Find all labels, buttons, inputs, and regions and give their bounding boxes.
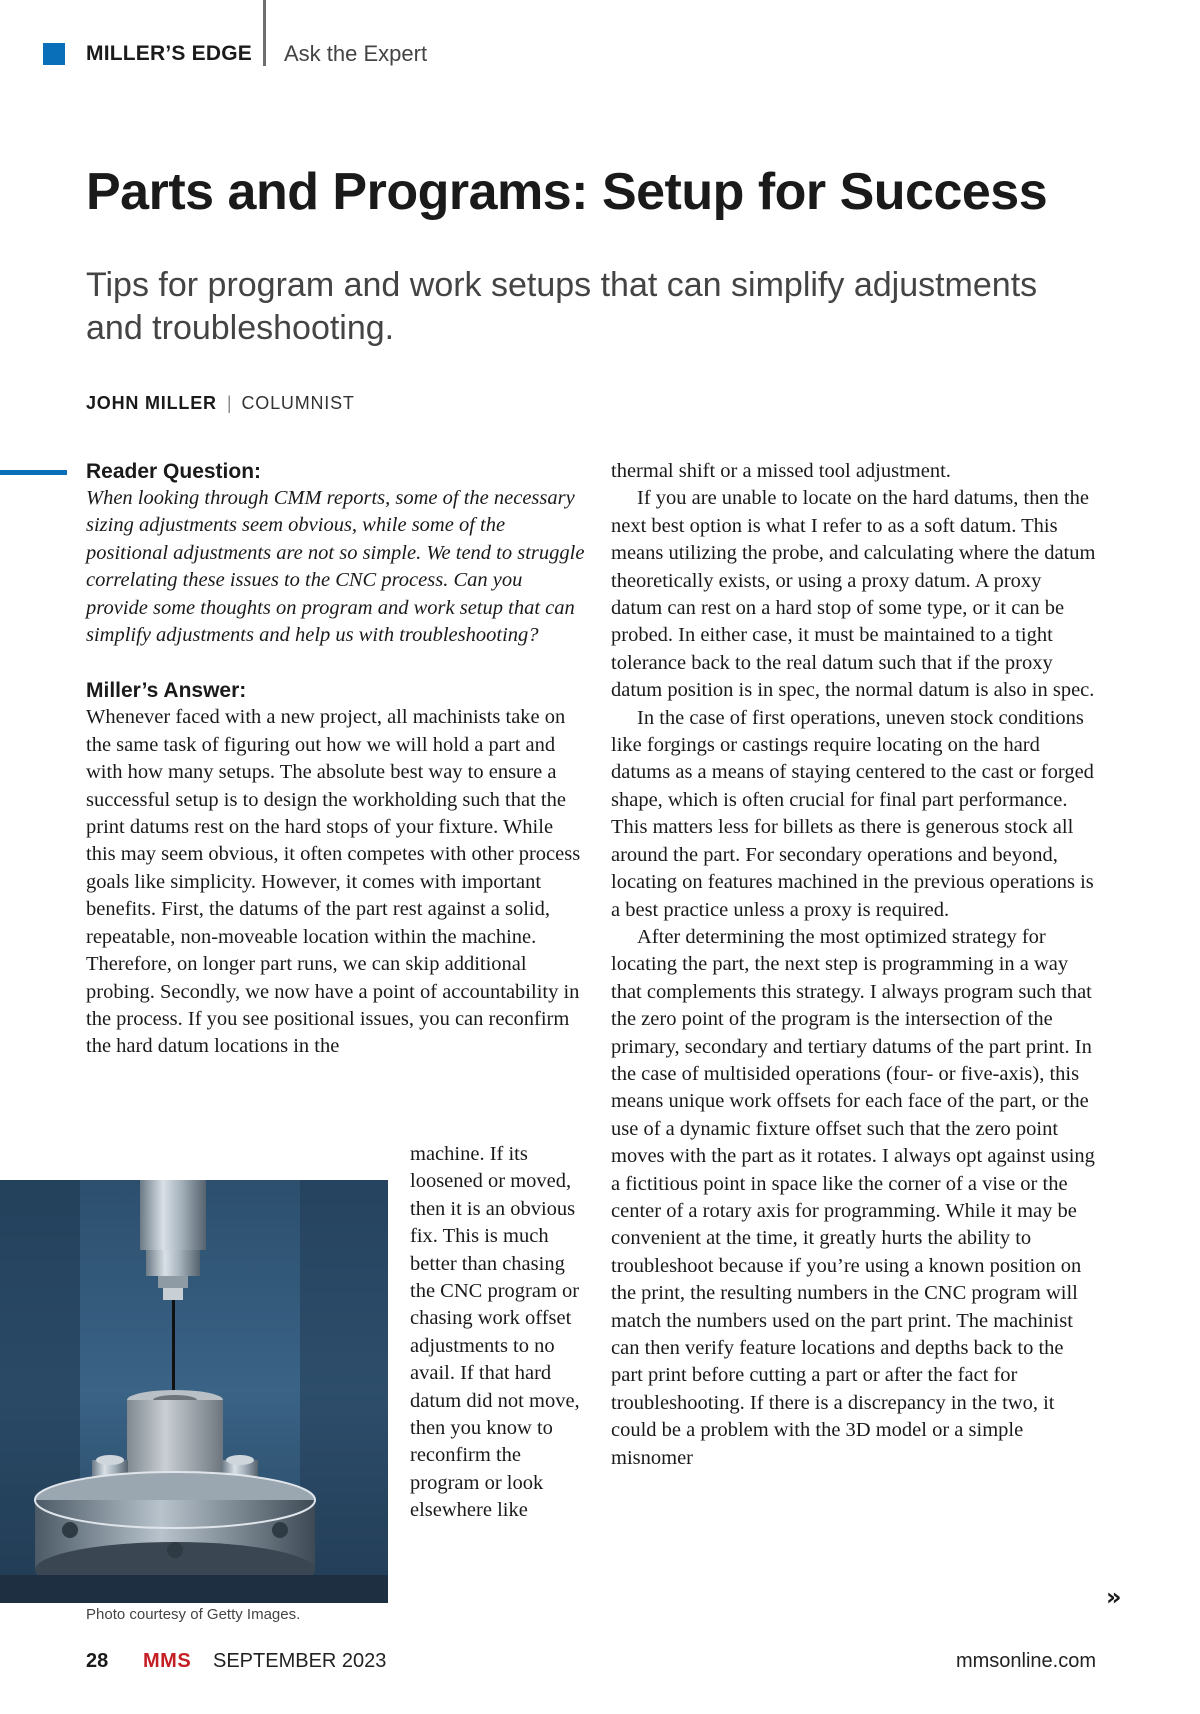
right-paragraph: In the case of first operations, uneven stock conditions like forgings or castings require locating on the hard datums as a means of staying centered to the cast or forged shape, which is often crucial for final part performance. This matters less for billets as there is generous stock all around the part. For secondary operations and beyond, locating on features machined in the previous operations is a best practice unless a proxy is required.: [611, 706, 1094, 921]
right-paragraph: After determining the most optimized strategy for locating the part, the next step is programming in a way that complements this strategy. I always program such that the zero point of the program is the intersection of the primary, secondary and tertiary datums of the part print. In the case of multisided operations (four- or five-axis), this means unique work offsets for each face of the part, or the use of a dynamic fixture offset such that the zero point moves with the part as it rotates. I always opt against using a fictitious point in space like the corner of a vise or the center of a rotary axis for programming. While it may be convenient at the time, it greatly hurts the ability to troubleshoot because if you’re using a known position on the print, the resulting numbers in the CNC program will match the numbers used on the part print. The machinist can then verify feature locations and depths back to the part print before cutting a part or after the fact for troubleshooting. If there is a discrepancy in the two, it could be a problem with the 3D model or a simple misnomer: [611, 925, 1095, 1469]
right-column: [611, 458, 1096, 1472]
byline-separator: |: [226, 393, 232, 413]
issue-date: SEPTEMBER 2023: [213, 1650, 387, 1672]
accent-rule: [0, 470, 67, 475]
left-column: [86, 458, 586, 1061]
author-role: COLUMNIST: [241, 393, 355, 413]
answer-wrap-text: machine. If its loosened or moved, then it is an obvious fix. This is much better than chasing the CNC program or chasing work offset adjustments to no avail. If that hard datum did not move, then you know to reconfirm the program or look elsewhere like: [410, 1143, 580, 1522]
subsection-name: Ask the Expert: [284, 41, 428, 66]
article-title: Parts and Programs: Setup for Success: [86, 163, 1048, 221]
page-footer: [86, 1650, 1096, 1680]
section-name: MILLER’S EDGE: [86, 42, 252, 65]
continue-arrow-icon: »: [1106, 1583, 1122, 1611]
question-label: Reader Question:: [86, 460, 262, 483]
kicker-divider: [263, 0, 266, 66]
byline: [86, 393, 355, 414]
answer-label: Miller’s Answer:: [86, 679, 247, 703]
section-marker-square: [43, 43, 65, 65]
page-number: 28: [86, 1650, 109, 1672]
answer-paragraph: Whenever faced with a new project, all machinists take on the same task of figuring out how we will hold a part and with how many setups. The absolute best way to ensure a successful setup is to design the workholding such that the print datums rest on the hard stops of your fixture. While this may seem obvious, it often competes with other process goals like simplicity. However, it comes with important benefits. First, the datums of the part rest against a solid, repeatable, non-moveable location within the machine. Therefore, on longer part runs, we can skip additional probing. Secondly, we now have a point of accountability in the process. If you see positional issues, you can reconfirm the hard datum locations in the: [86, 706, 581, 1058]
author-name: JOHN MILLER: [86, 393, 217, 413]
magazine-name: MMS: [143, 1650, 192, 1672]
section-kicker: [43, 40, 428, 68]
article-subtitle: Tips for program and work setups that can simplify adjustments and troubleshooting.: [86, 266, 1038, 347]
photo-credit: Photo courtesy of Getty Images.: [86, 1606, 301, 1623]
right-paragraph: thermal shift or a missed tool adjustment.: [611, 460, 951, 482]
website-url: mmsonline.com: [955, 1650, 1096, 1672]
right-paragraph: If you are unable to locate on the hard datums, then the next best option is what I refer to as a soft datum. This means utilizing the probe, and calculating where the datum theoretically exists, or using a proxy datum. A proxy datum can rest on a hard stop of some type, or it can be probed. In either case, it must be maintained to a tight tolerance back to the real datum such that if the proxy datum position is in spec, the normal datum is also in spec.: [611, 487, 1096, 702]
cmm-probe-photo: [0, 1180, 388, 1603]
reader-question: When looking through CMM reports, some of the necessary sizing adjustments seem obvious, while some of the positional adjustments are not so simple. We tend to struggle correlating these issues to the CNC process. Can you provide some thoughts on program and work setup that can simplify adjustments and help us with troubleshooting?: [86, 487, 585, 647]
